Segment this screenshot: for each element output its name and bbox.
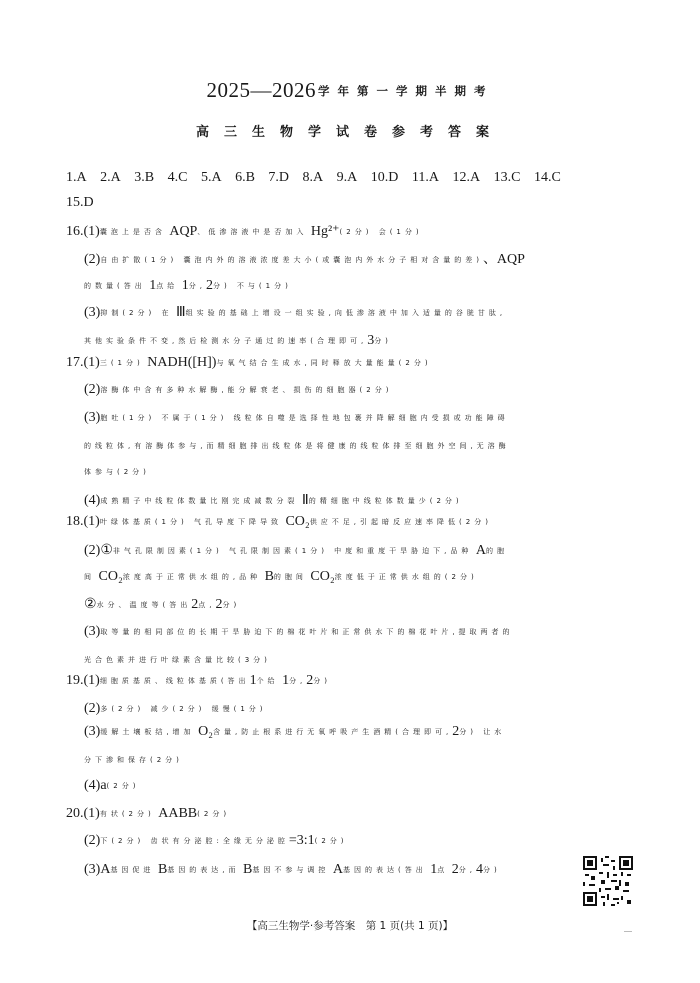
answer-text: 的胞 (486, 547, 509, 555)
answer-text: 、低渗溶液中是否加入 (197, 228, 308, 236)
answer-text: 19.(1) (66, 673, 100, 688)
answer-text: 4 (475, 862, 483, 877)
answer-text: 有状(2分) (99, 810, 155, 818)
page-footer: 【高三生物学·参考答案 第 1 页(共 1 页)】 (246, 920, 454, 932)
answer-text: (3) (84, 724, 101, 739)
qr-code-icon (583, 856, 633, 906)
answer-text: ② (84, 597, 97, 612)
mcq-answer: 14.C (533, 170, 561, 185)
answer-text: =3:1 (288, 833, 315, 848)
answer-text: 的数量(答出 (84, 282, 146, 290)
answer-text: 1 (426, 862, 438, 877)
answer-line (84, 831, 348, 851)
answer-text: 多(2分) 减少(2分) 缓慢(1分) (100, 705, 267, 713)
answer-line (84, 276, 292, 296)
answer-text: AQP (165, 224, 198, 239)
answer-line (84, 436, 510, 456)
mcq-answer: 1.A (66, 170, 87, 185)
answer-line (66, 222, 423, 242)
answer-text: (2) (84, 382, 101, 397)
answer-text: (2分) (339, 228, 373, 236)
answer-line (84, 776, 139, 796)
answer-text: 17.(1) (66, 355, 100, 370)
answer-text: 2 (215, 597, 223, 612)
exam-year-heading (0, 78, 700, 103)
answer-text: A (472, 543, 487, 558)
answer-text: (2分) (106, 782, 140, 790)
answer-text: 分) (222, 601, 241, 609)
mcq-answer: 6.B (235, 170, 255, 185)
answer-line (84, 699, 267, 719)
answer-text: (2分) (314, 837, 348, 845)
answer-text: 2 (306, 673, 314, 688)
answer-text: 与氧气结合生成水,同时释放大量能量(2分) (216, 359, 432, 367)
answer-text: 2 (191, 597, 199, 612)
answer-text: 16.(1) (66, 224, 100, 239)
answer-text: 分下渗和保存(2分) (84, 756, 183, 764)
answer-text: (3) (84, 305, 101, 320)
answer-text: 点 (437, 866, 449, 874)
answer-text: (4) (84, 493, 101, 508)
answer-line (84, 250, 525, 270)
answer-text: CO₂ (306, 569, 335, 584)
answer-text: 下(2分) 齿状有分泌腔:全缘无分泌腔 (100, 837, 289, 845)
corner-dash (624, 931, 632, 932)
answer-text: 2 (452, 724, 460, 739)
answer-line (84, 462, 150, 482)
answer-text: 组实验的基础上增设一组实验,向低渗溶液中加入适量的谷胱甘肽, (185, 309, 507, 317)
answer-text: 点, (198, 601, 216, 609)
answer-text: Ⅲ (172, 305, 186, 320)
answer-text: 分) (374, 337, 392, 345)
answer-line (84, 541, 508, 561)
answer-text: 三(1分) (99, 359, 144, 367)
answer-text: 点给 (156, 282, 179, 290)
answer-text: CO₂ (95, 569, 123, 584)
answer-text: 成熟精子中线粒体数量比刚完成减数分裂 (100, 497, 299, 505)
answer-line (84, 650, 271, 670)
answer-text: 抑制(2分) 在 (100, 309, 173, 317)
answer-text: 20.(1) (66, 806, 100, 821)
answer-text: 、AQP (482, 252, 525, 267)
answer-line (66, 804, 230, 824)
answer-text: 基因不参与调控 (252, 866, 330, 874)
answer-text: 浓度低于正常供水组的(2分) (334, 573, 478, 581)
mcq-answers (66, 170, 571, 186)
mcq-answer: 7.D (268, 170, 290, 185)
answer-text: 自由扩散(1分) 囊泡内外的溶液浓度差大小(或囊泡内外水分子相对含量的差) (100, 256, 483, 264)
answer-text: 1 (178, 278, 189, 293)
answer-text: 分) 让水 (459, 728, 506, 736)
answer-text: Ⅱ (298, 493, 309, 508)
answer-text: 基因促进 (110, 866, 155, 874)
answer-text: 间 (84, 573, 95, 581)
year-range: 2025—2026 (206, 78, 316, 102)
mcq-answer: 11.A (411, 170, 439, 185)
answer-text: (2) (84, 252, 101, 267)
answer-text: 其他实验条件不变,然后检测水分子通过的速率(合理即可, (84, 337, 368, 345)
answer-text: 18.(1) (66, 514, 100, 529)
answer-text: (2) (84, 833, 101, 848)
mcq-answer: 13.C (493, 170, 521, 185)
answer-text: (3)A (84, 862, 111, 877)
mcq-answer: 2.A (100, 170, 121, 185)
answer-text: 1 (249, 673, 257, 688)
answer-text: 1 (278, 673, 290, 688)
answer-text: 分) (482, 866, 501, 874)
answer-text: 叶绿体基质(1分) 气孔导度下降导致 (99, 518, 282, 526)
answer-line (84, 595, 240, 615)
answer-line (84, 408, 509, 428)
answer-text: 个给 (256, 677, 279, 685)
answer-text: 基因的表达(答出 (342, 866, 427, 874)
mcq-answer: 10.D (370, 170, 399, 185)
answer-text: O₂ (194, 724, 214, 739)
answer-text: (4)a (84, 778, 107, 793)
answer-text: 囊泡上是否含 (99, 228, 166, 236)
answer-text: (2分) (197, 810, 231, 818)
answer-text: 的线粒体,有溶酶体参与,而精细胞排出线粒体是将健康的线粒体排至细胞外空间,无溶酶 (84, 442, 510, 450)
answer-line (84, 750, 183, 770)
answer-text: 非气孔限制因素(1分) 气孔限制因素(1分) 中度和重度干旱胁迫下,品种 (112, 547, 473, 555)
answer-text: 1 (145, 278, 157, 293)
answer-line (84, 491, 463, 511)
answer-line (66, 512, 492, 532)
answer-text: 2 (448, 862, 459, 877)
answer-text: 分, (289, 677, 307, 685)
answer-text: A (329, 862, 343, 877)
answer-text: 胞吐(1分) 不属于(1分) 线粒体自噬是选择性地包裹并降解细胞内受损或功能障碍 (100, 414, 509, 422)
answer-text: B (239, 862, 253, 877)
answer-line (66, 353, 432, 373)
answer-text: CO₂ (281, 514, 310, 529)
answer-line (84, 331, 392, 351)
answer-text: 分, (188, 282, 206, 290)
answer-text: NADH([H]) (143, 355, 217, 370)
mcq-answer: 12.A (452, 170, 481, 185)
answer-text: 光合色素并进行叶绿素含量比较(3分) (84, 656, 271, 664)
answer-text: 分) 不与(1分) (212, 282, 292, 290)
answer-line (84, 303, 506, 323)
answer-line (66, 671, 331, 691)
answer-text: 基因的表达,而 (167, 866, 240, 874)
answer-text: 浓度高于正常供水组的,品种 (122, 573, 262, 581)
answer-line (84, 860, 501, 880)
answer-text: 缓解土壤板结,增加 (100, 728, 195, 736)
answer-text: AABB (154, 806, 198, 821)
mcq-answer: 8.A (302, 170, 324, 185)
answer-text: 取等量的相同部位的长期干旱胁迫下的棉花叶片和正常供水下的棉花叶片,提取两者的 (100, 628, 514, 636)
page-title: 高三生物学试卷参考答案 (195, 125, 504, 140)
answer-text: Hg²⁺ (307, 224, 340, 239)
answer-text: 分, (458, 866, 476, 874)
answer-text: 3 (367, 333, 375, 348)
answer-text: (3) (84, 624, 101, 639)
answer-line (84, 380, 392, 400)
answer-text: 体参与(2分) (84, 468, 150, 476)
answer-text: 分) (313, 677, 332, 685)
answer-text: (2) (84, 701, 101, 716)
answer-line (84, 567, 478, 587)
answer-line (84, 622, 514, 642)
answer-text: 供应不足,引起暗反应速率降低(2分) (309, 518, 492, 526)
mcq-answer-15: 15.D (66, 195, 94, 210)
answer-text: (2)① (84, 543, 113, 558)
answer-text: 2 (205, 278, 213, 293)
mcq-answer: 3.B (134, 170, 155, 185)
answer-text: 的精细胞中线粒体数量少(2分) (308, 497, 463, 505)
answer-text: 溶酶体中含有多种水解酶,能分解衰老、损伤的细胞器(2分) (100, 386, 393, 394)
answer-text: 细胞质基质、线粒体基质(答出 (99, 677, 250, 685)
mcq-answer: 5.A (200, 170, 222, 185)
answer-text: B (261, 569, 274, 584)
mcq-answer: 9.A (336, 170, 358, 185)
semester-label: 学年第一学期半期考 (318, 83, 494, 98)
answer-text: B (154, 862, 168, 877)
answer-text: 会(1分) (372, 228, 423, 236)
mcq-answer: 4.C (167, 170, 188, 185)
answer-text: (3) (84, 410, 101, 425)
answer-text: 含量,防止根系进行无氧呼吸产生酒精(合理即可, (213, 728, 453, 736)
answer-text: 的胞间 (273, 573, 307, 581)
answer-text: 水分、温度等(答出 (96, 601, 192, 609)
answer-line (84, 722, 505, 742)
